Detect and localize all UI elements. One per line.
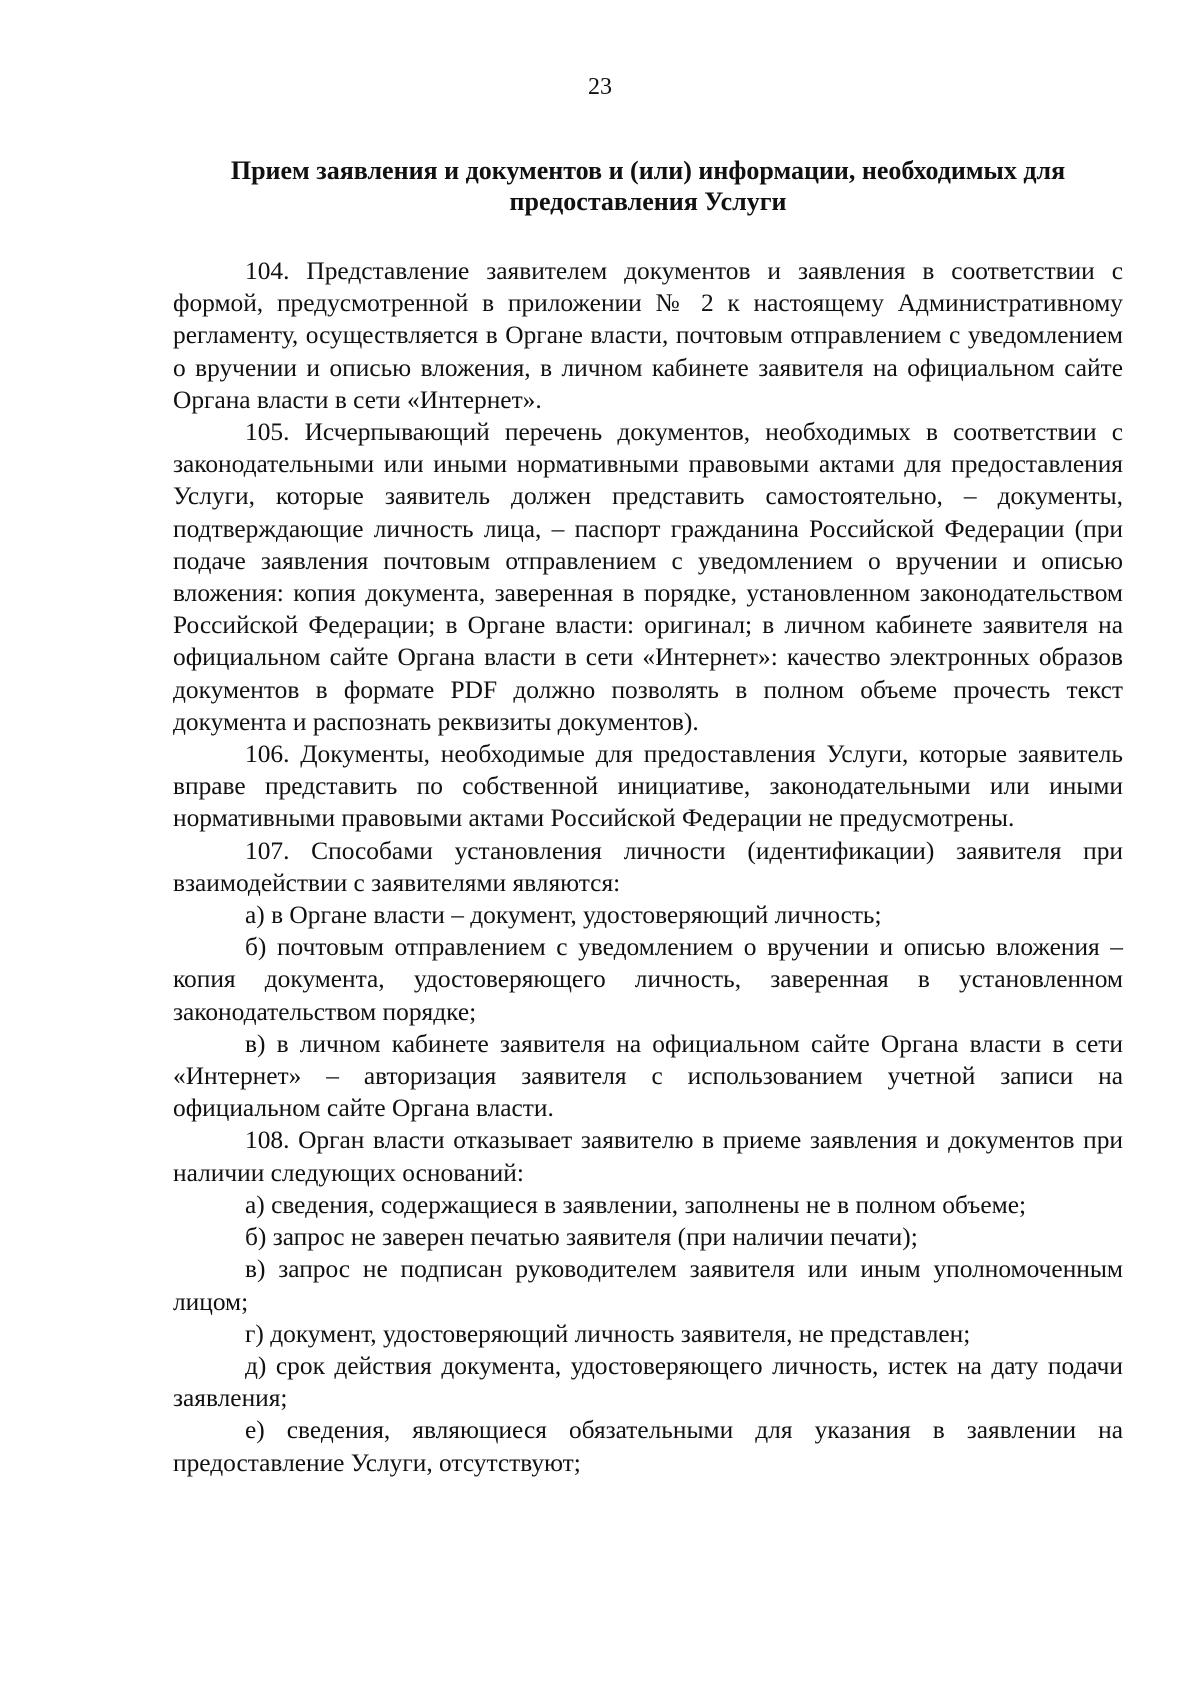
section-title: Прием заявления и документов и (или) информации, необходимых для предоставления Услуги	[230, 156, 1066, 216]
document-body	[173, 255, 1123, 1479]
paragraph-108-b: б) запрос не заверен печатью заявителя (при наличии печати);	[245, 1223, 918, 1252]
paragraph-106: 106. Документы, необходимые для предоставления Услуги, которые заявитель вправе представить по собственной инициативе, законодательными или иными нормативными правовыми актами Российской Федерации не предусмотрены.	[173, 740, 1123, 833]
paragraph-104: 104. Представление заявителем документов и заявления в соответствии с формой, предусмотренной в приложении № 2 к настоящему Административному регламенту, осуществляется в Органе власти, почтовым отправлением с уведомлением о вручении и описью вложения, в личном кабинете заявителя на официальном сайте Органа власти в сети «Интернет».	[173, 257, 1123, 414]
paragraph-108-e: е) сведения, являющиеся обязательными для указания в заявлении на предоставление Услуги, отсутствуют;	[173, 1416, 1123, 1477]
page-number: 23	[588, 74, 612, 100]
paragraph-108-v: в) запрос не подписан руководителем заявителя или иным уполномоченным лицом;	[173, 1255, 1123, 1316]
paragraph-108-d: д) срок действия документа, удостоверяющего личность, истек на дату подачи заявления;	[173, 1351, 1123, 1413]
paragraph-108: 108. Орган власти отказывает заявителю в приеме заявления и документов при наличии следующих оснований:	[173, 1126, 1123, 1187]
paragraph-107: 107. Способами установления личности (идентификации) заявителя при взаимодействии с заявителями являются:	[173, 836, 1123, 897]
paragraph-108-g: г) документ, удостоверяющий личность заявителя, не представлен;	[245, 1319, 971, 1348]
paragraph-107-v: в) в личном кабинете заявителя на официальном сайте Органа власти в сети «Интернет» – авторизация заявителя с использованием учетной записи на официальном сайте Органа власти.	[173, 1029, 1123, 1123]
paragraph-107-a: а) в Органе власти – документ, удостоверяющий личность;	[245, 901, 882, 930]
paragraph-107-b: б) почтовым отправлением с уведомлением о вручении и описью вложения – копия документа, удостоверяющего личность, заверенная в установленном законодательством порядке;	[173, 933, 1123, 1026]
paragraph-108-a: а) сведения, содержащиеся в заявлении, заполнены не в полном объеме;	[245, 1190, 1027, 1219]
paragraph-105: 105. Исчерпывающий перечень документов, необходимых в соответствии с законодательными или иными нормативными правовыми актами для предоставления Услуги, которые заявитель должен представить самостоятельно, – документы, подтверждающие личность лица, – паспорт гражданина Российской Федерации (при подаче заявления почтовым отправлением с уведомлением о вручении и описью вложения: копия документа, заверенная в порядке, установленном законодательством Российской Федерации; в Органе власти: оригинал; в личном кабинете заявителя на официальном сайте Органа власти в сети «Интернет»: качество электронных образов документов в формате PDF должно позволять в полном объеме прочесть текст документа и распознать реквизиты документов).	[173, 418, 1123, 736]
